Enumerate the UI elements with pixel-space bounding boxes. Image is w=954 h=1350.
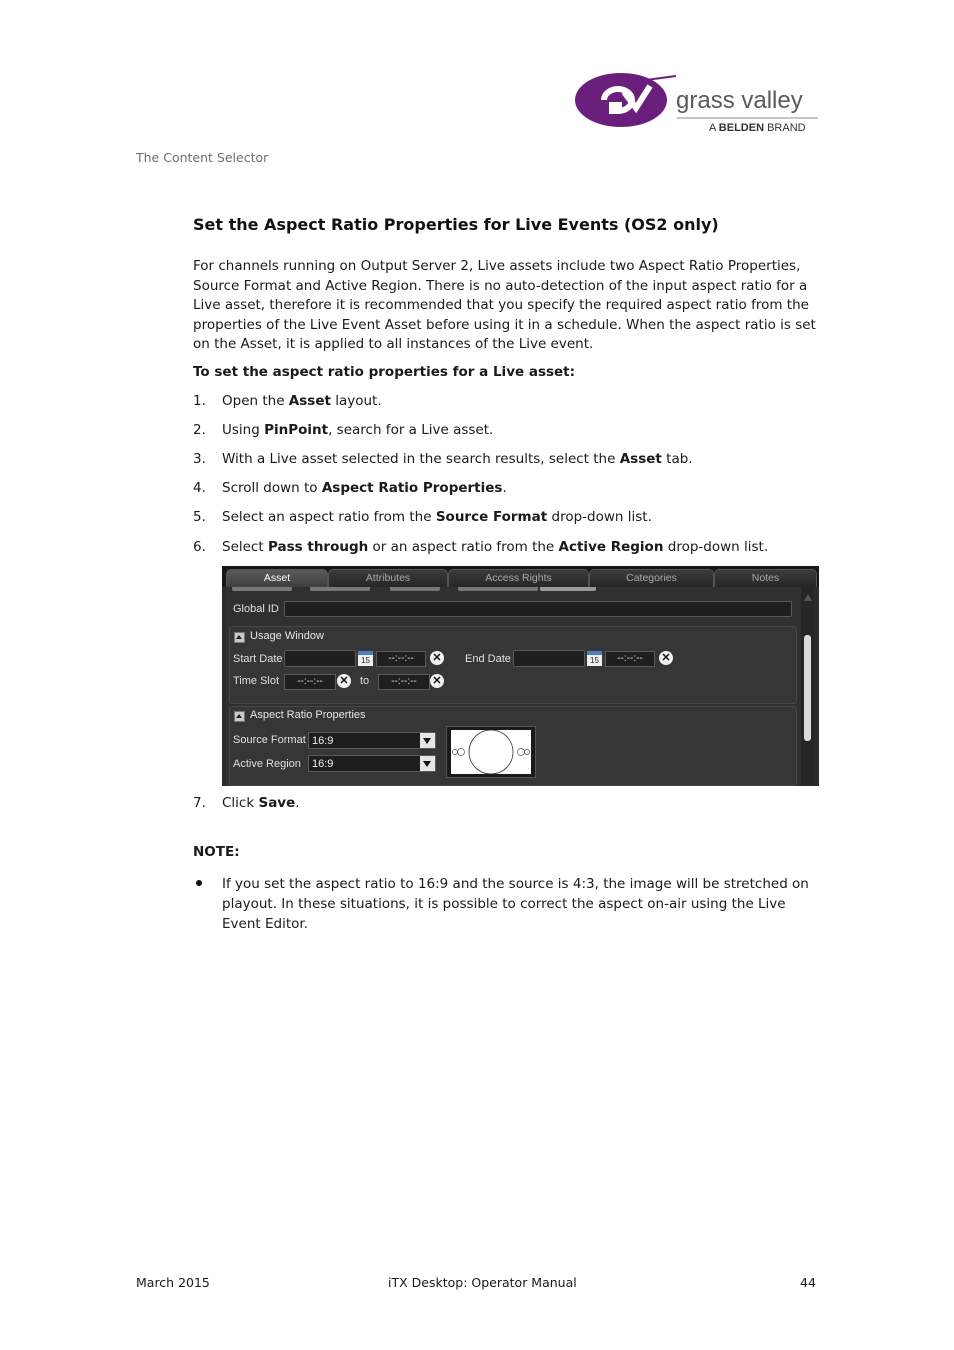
scrollbar-thumb[interactable] xyxy=(804,635,811,741)
global-id-input[interactable] xyxy=(284,601,792,617)
asset-form xyxy=(226,587,801,786)
time-slot-end-input[interactable]: --:--:-- xyxy=(378,674,430,690)
tab-categories[interactable]: Categories xyxy=(589,569,714,587)
procedure-heading: To set the aspect ratio properties for a Live asset: xyxy=(193,364,576,380)
start-date-label: Start Date xyxy=(233,653,283,665)
note-bullet: If you set the aspect ratio to 16:9 and the source is 4:3, the image will be stretched on playout. In these situations, it is possible to correct the aspect on-air using the Live Event Editor. xyxy=(222,876,809,932)
clear-slot-end-icon[interactable]: ✕ xyxy=(430,674,444,688)
footer-manual-title: iTX Desktop: Operator Manual xyxy=(388,1275,577,1290)
section-label: The Content Selector xyxy=(136,150,269,165)
calendar-icon[interactable]: 15 xyxy=(587,651,602,666)
end-date-label: End Date xyxy=(465,653,511,665)
logo-name: grass valley xyxy=(676,87,803,114)
active-region-value: 16:9 xyxy=(312,758,334,770)
chevron-down-icon[interactable] xyxy=(420,756,435,771)
start-time-input[interactable]: --:--:-- xyxy=(376,651,426,667)
tab-asset[interactable]: Asset xyxy=(226,569,328,588)
source-format-value: 16:9 xyxy=(312,735,334,747)
end-time-input[interactable]: --:--:-- xyxy=(605,651,655,667)
gv-logo-mark xyxy=(574,70,824,138)
source-format-label: Source Format xyxy=(233,734,306,746)
svg-text:A BELDEN BRAND: A BELDEN BRAND xyxy=(709,122,806,134)
source-format-dropdown[interactable] xyxy=(308,732,436,749)
usage-window-title: Usage Window xyxy=(250,630,324,642)
scrolled-row-remnant xyxy=(230,587,800,593)
end-date-input[interactable] xyxy=(513,650,585,667)
clear-end-icon[interactable]: ✕ xyxy=(659,651,673,665)
intro-paragraph: For channels running on Output Server 2, Live assets include two Aspect Ratio Properties, Source Format and Active Region. There is no auto-detection of the input aspect ratio for a Live asset, therefore it is recommended that you specify the required aspect ratio from the properties of the Live Event Asset before using it in a schedule. When the aspect ratio is set on the Asset, it is applied to all instances of the Live event. xyxy=(193,258,816,353)
chevron-down-icon[interactable] xyxy=(420,733,435,748)
aspect-ratio-preview xyxy=(446,726,536,778)
asset-panel-screenshot xyxy=(222,566,819,786)
aspect-preview-graphic xyxy=(447,727,535,777)
collapse-triangle-icon[interactable] xyxy=(234,711,245,722)
collapse-triangle-icon[interactable] xyxy=(234,632,245,643)
tab-attributes[interactable]: Attributes xyxy=(328,569,448,587)
clear-slot-start-icon[interactable]: ✕ xyxy=(337,674,351,688)
scroll-up-icon[interactable] xyxy=(804,594,812,601)
time-slot-to-label: to xyxy=(360,675,370,687)
clear-start-icon[interactable]: ✕ xyxy=(430,651,444,665)
calendar-icon[interactable]: 15 xyxy=(358,651,373,666)
grass-valley-logo xyxy=(574,70,824,138)
usage-window-group xyxy=(229,626,797,704)
note-heading: NOTE: xyxy=(193,844,240,860)
vertical-scrollbar[interactable] xyxy=(801,587,814,786)
section-heading: Set the Aspect Ratio Properties for Live Events (OS2 only) xyxy=(193,215,719,234)
footer-date: March 2015 xyxy=(136,1275,210,1290)
tab-access-rights[interactable]: Access Rights xyxy=(448,569,589,587)
time-slot-start-input[interactable]: --:--:-- xyxy=(284,674,336,690)
aspect-ratio-title: Aspect Ratio Properties xyxy=(250,709,366,721)
time-slot-label: Time Slot xyxy=(233,675,280,687)
footer-page-number: 44 xyxy=(800,1275,816,1290)
bullet-icon xyxy=(196,880,202,886)
tab-notes[interactable]: Notes xyxy=(714,569,817,587)
global-id-label: Global ID xyxy=(233,603,279,615)
start-date-input[interactable] xyxy=(284,650,356,667)
active-region-label: Active Region xyxy=(233,758,301,770)
active-region-dropdown[interactable] xyxy=(308,755,436,772)
tab-bar xyxy=(222,566,819,587)
